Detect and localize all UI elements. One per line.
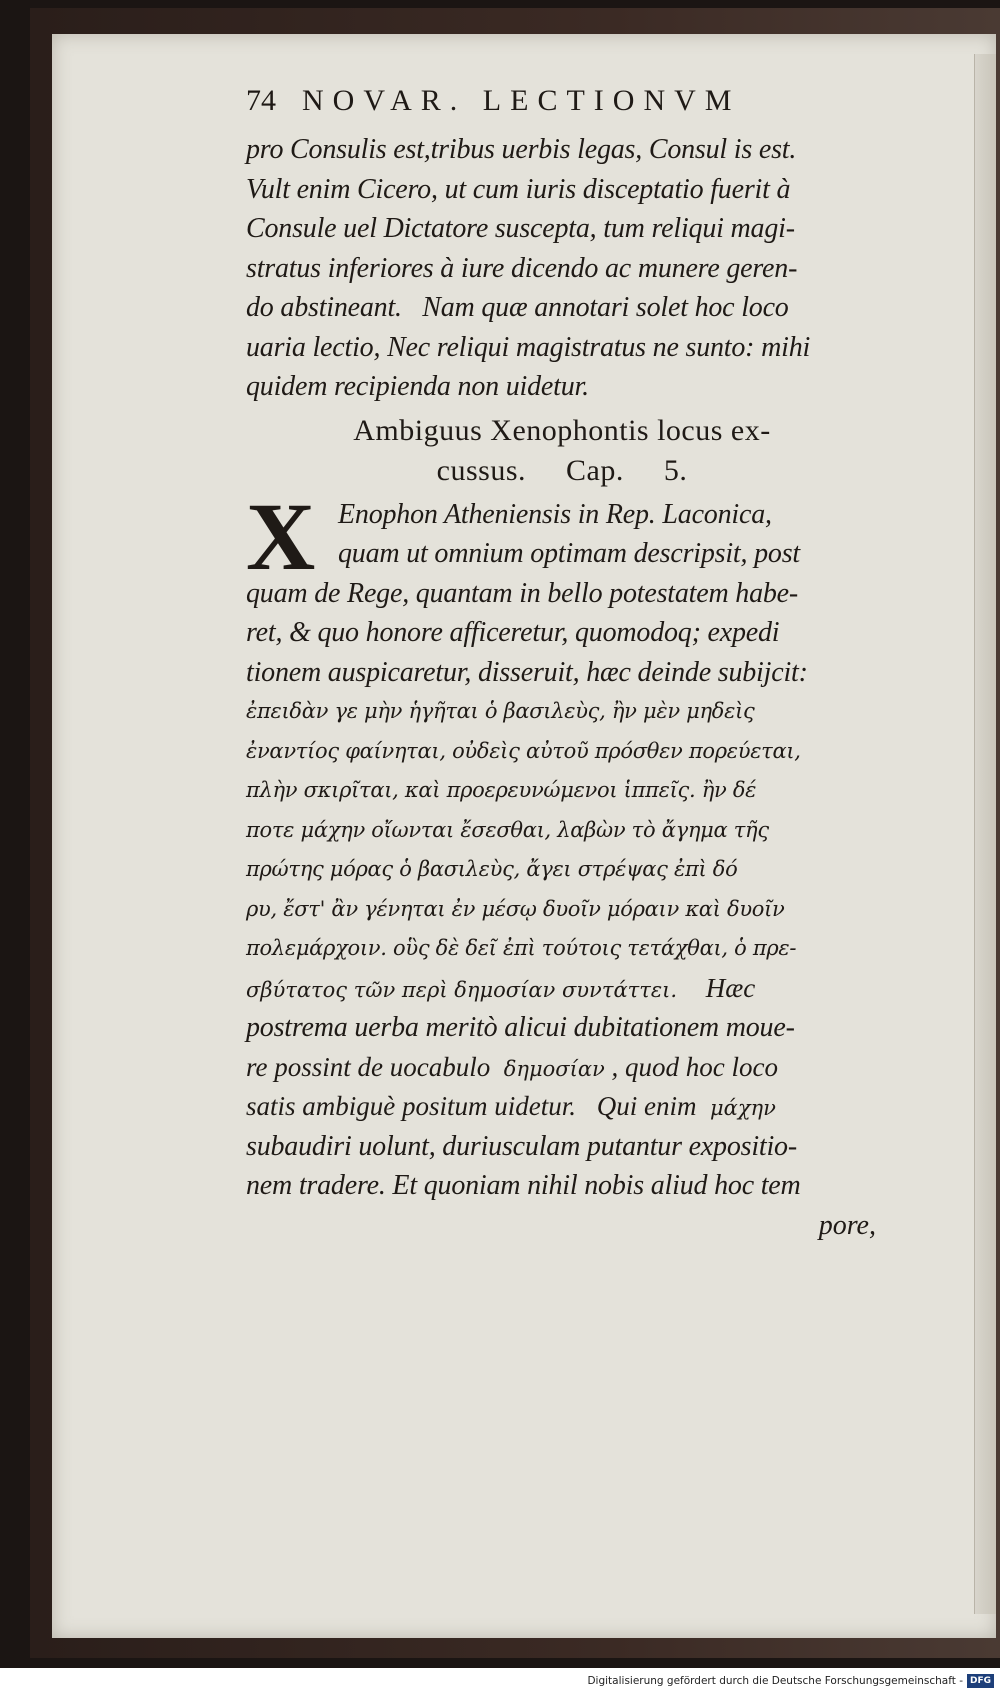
text-line: Consule uel Dictatore suscepta, tum reliqui magi- [246, 213, 795, 244]
text-line: Enophon Atheniensis in Rep. Laconica, [338, 498, 772, 530]
text-line: quam de Rege, quantam in bello potestatem habe- [246, 577, 799, 609]
greek-text-line: πλὴν σκιρῖται, καὶ προερευνώμενοι ἱππεῖς. ἢν δέ [246, 778, 757, 802]
text-line: subaudiri uolunt, duriusculam putantur expositio- [246, 1130, 797, 1162]
greek-text: σβύτατος τῶν περὶ δημοσίαν συντάττει. [246, 977, 678, 1002]
text-line: do abstineant. Nam quæ annotari solet hoc loco [246, 292, 789, 323]
mixed-text-line [246, 1087, 878, 1127]
greek-text-line: ἐναντίος φαίνηται, οὐδεὶς αὐτοῦ πρόσθεν πορεύεται, [246, 738, 801, 763]
text-line: pro Consulis est,tribus uerbis legas, Consul is est. [246, 134, 797, 165]
text-line: quidem recipienda non uidetur. [246, 371, 589, 402]
credit-bar [0, 1668, 1000, 1694]
chapter-heading: cussus. Cap. 5. [436, 453, 688, 487]
greek-text-line: ποτε μάχην οἴωνται ἔσεσθαι, λαβὼν τὸ ἄγημα τῆς [246, 817, 769, 842]
latin-text: Qui enim [596, 1091, 704, 1121]
mixed-text-line [246, 1048, 878, 1088]
text-line: uaria lectio, Nec reliqui magistratus ne sunto: mihi [246, 331, 811, 363]
text-line: ret, & quo honore afficeretur, quomodoq; expedi [246, 617, 780, 648]
running-head [246, 84, 878, 130]
greek-text-line: πρώτης μόρας ὁ βασιλεὺς, ἄγει στρέψας ἐπὶ δό [246, 857, 738, 881]
greek-text-line: πολεμάρχοιν. οὓς δὲ δεῖ ἐπὶ τούτοις τετάχθαι, ὁ πρε- [246, 936, 797, 960]
chapter-heading: Ambiguus Xenophontis locus ex- [353, 413, 771, 447]
text-line: tionem auspicaretur, disseruit, hæc deinde subijcit: [246, 656, 808, 688]
running-title: NOVAR. LECTIONVM [302, 84, 741, 117]
catchword: pore, [818, 1209, 876, 1241]
greek-text: μάχην [710, 1096, 776, 1120]
greek-text-line: ἐπειδὰν γε μὴν ἡγῆται ὁ βασιλεὺς, ἢν μὲν μηδεὶς [246, 699, 755, 723]
text-block [246, 84, 878, 1245]
text-line: Vult enim Cicero, ut cum iuris disceptatio fuerit à [246, 173, 791, 205]
credit-text: Digitalisierung gefördert durch die Deutsche Forschungsgemeinschaft - [587, 1675, 963, 1687]
dfg-logo: DFG [967, 1674, 994, 1688]
page-edge [974, 54, 996, 1614]
mixed-text-line [246, 969, 878, 1009]
text-line: postrema uerba meritò alicui dubitationem moue- [246, 1012, 795, 1043]
latin-text: , quod hoc loco [611, 1051, 779, 1082]
drop-cap: X [246, 482, 316, 590]
text-line: stratus inferiores à iure dicendo ac munere geren- [246, 252, 798, 284]
greek-text: δημοσίαν [503, 1056, 605, 1081]
drop-cap-paragraph [246, 482, 878, 590]
text-line: quam ut omnium optimam descripsit, post [338, 538, 800, 569]
latin-text: Hæc [705, 972, 756, 1003]
latin-text: re possint de uocabulo [246, 1051, 497, 1082]
page-number: 74 [246, 84, 276, 117]
text-line: nem tradere. Et quoniam nihil nobis aliud hoc tem [246, 1170, 801, 1201]
latin-text: satis ambiguè positum uidetur. [246, 1091, 577, 1121]
greek-text-line: ρυ, ἔστ' ἂν γένηται ἐν μέσῳ δυοῖν μόραιν καὶ δυοῖν [246, 896, 785, 921]
